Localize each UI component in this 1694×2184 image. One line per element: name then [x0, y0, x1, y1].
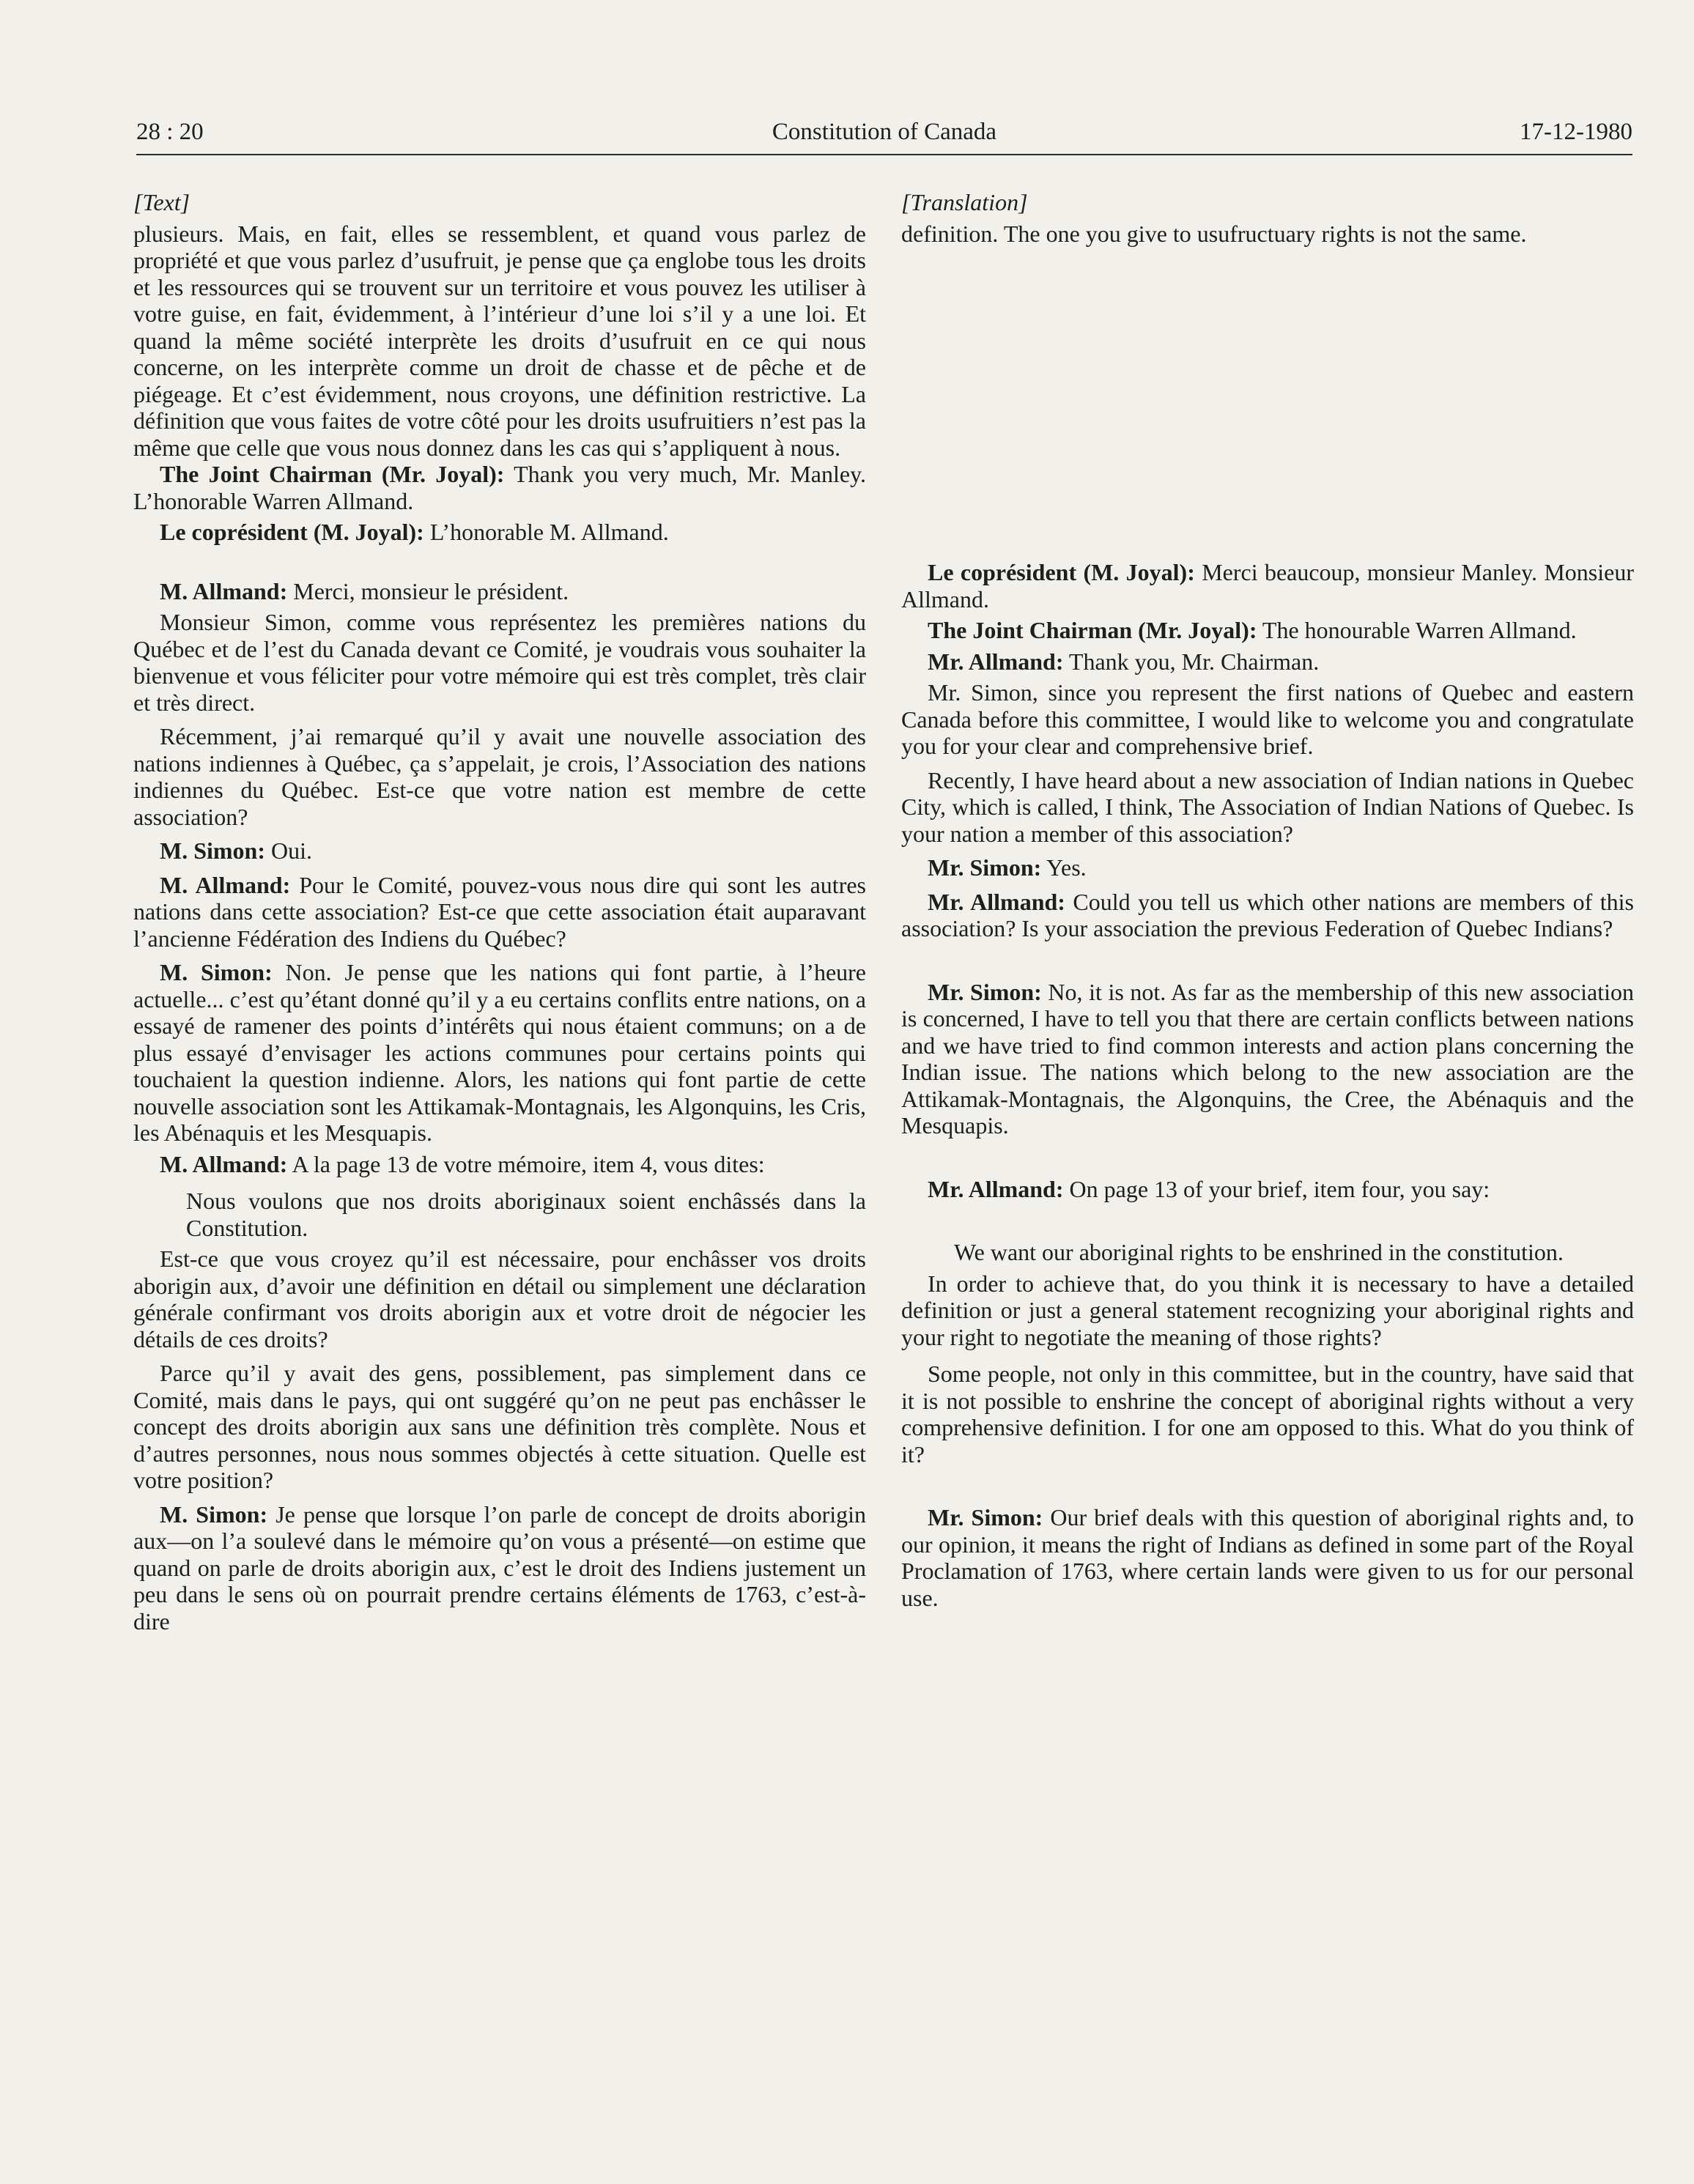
paragraph: Recently, I have heard about a new association of Indian nations in Quebec City, which is called, I think, The Association of Indian Nations of Quebec. Is your nation a member of this association?: [901, 766, 1634, 847]
paragraph: Some people, not only in this committee, but in the country, have said that it is not possible to enshrine the concept of aboriginal rights without a very comprehensive definition. I for one am opposed to this. What do you think of it?: [901, 1361, 1634, 1467]
paragraph: Est-ce que vous croyez qu’il est nécessaire, pour enchâsser vos droits aborigin aux, d’avoir une définition en détail ou simplement une déclaration générale confirmant vos droits aborigin aux et votre droit de négocier les détails de ces droits?: [133, 1245, 866, 1352]
speaker-paragraph: Mr. Simon: Yes.: [928, 854, 1087, 881]
speaker: Mr. Allmand:: [928, 888, 1065, 915]
block-quote: Nous voulons que nos droits aboriginaux soient enchâssés dans la Constitution.: [186, 1188, 866, 1241]
speaker: The Joint Chairman (Mr. Joyal):: [928, 617, 1257, 643]
speaker-paragraph: M. Simon: Non. Je pense que les nations qui font partie, à l’heure actuelle... c’est qu’étant donné qu’il y a eu certains conflits entre nations, on a essayé de ramener des points d’intérêts qui nous étaient communs; on a de plus essayé d’envisager les actions communes pour certains points qui touchaient la question indienne. Alors, les nations qui font partie de cette nouvelle association sont les Attikamak-Montagnais, les Algonquins, les Cris, les Abénaquis et les Mesquapis.: [133, 959, 867, 1146]
paragraph: Récemment, j’ai remarqué qu’il y avait une nouvelle association des nations indiennes à Québec, ça s’appelait, je crois, l’Association des nations indiennes du Québec. Est-ce que votre nation est membre de cette association?: [133, 723, 866, 830]
speaker: M. Simon:: [160, 837, 265, 864]
paragraph: Monsieur Simon, comme vous représentez les premières nations du Québec et de l’est du Canada devant ce Comité, je voudrais vous souhaiter la bienvenue et vous féliciter pour votre mémoire qui est très complet, très clair et très direct.: [133, 609, 866, 716]
speaker-paragraph: Le coprésident (M. Joyal): L’honorable M. Allmand.: [160, 519, 669, 545]
speaker-paragraph: M. Allmand: Pour le Comité, pouvez-vous nous dire qui sont les autres nations dans cette association? Est-ce que cette association était auparavant l’ancienne Fédération des Indiens du Québec?: [133, 871, 867, 952]
speaker: Mr. Simon:: [928, 1504, 1043, 1530]
speaker: M. Allmand:: [160, 871, 291, 898]
speaker-paragraph: The Joint Chairman (Mr. Joyal): The honourable Warren Allmand.: [928, 617, 1577, 643]
speaker-paragraph: Mr. Simon: No, it is not. As far as the membership of this new association is concerned, I have to tell you that there are certain conflicts between nations and we have tried to find common interests and action plans concerning the Indian issue. The nations which belong to the new association are the Attikamak-Montagnais, the Algonquins, the Cree, the Abénaquis and the Mesquapis.: [901, 978, 1635, 1139]
speaker-paragraph: Mr. Allmand: Thank you, Mr. Chairman.: [928, 648, 1320, 675]
header-rule: [136, 154, 1632, 155]
block-quote: We want our aboriginal rights to be enshrined in the constitution.: [954, 1239, 1564, 1265]
header-date: 17-12-1980: [1520, 119, 1632, 145]
speaker-paragraph: The Joint Chairman (Mr. Joyal): Thank you very much, Mr. Manley. L’honorable Warren Allmand.: [133, 461, 867, 514]
speaker: The Joint Chairman (Mr. Joyal):: [160, 461, 505, 487]
speaker: Mr. Allmand:: [928, 648, 1064, 675]
speaker-paragraph: Le coprésident (M. Joyal): Merci beaucoup, monsieur Manley. Monsieur Allmand.: [901, 559, 1634, 612]
speaker: M. Simon:: [160, 1500, 268, 1528]
speaker: M. Allmand:: [160, 577, 288, 604]
paragraph: In order to achieve that, do you think it is necessary to have a detailed definition or just a general statement recognizing your aboriginal rights and your right to negotiate the meaning of those rights?: [901, 1270, 1634, 1350]
english-column: [901, 189, 1634, 1611]
speaker: M. Simon:: [160, 959, 273, 985]
paragraph: Mr. Simon, since you represent the first nations of Quebec and eastern Canada before this committee, I would like to welcome you and congratulate you for your clear and comprehensive brief.: [901, 679, 1634, 759]
french-column: [133, 189, 866, 1635]
speaker-paragraph: M. Simon: Oui.: [160, 837, 312, 864]
speaker: Mr. Allmand:: [928, 1175, 1064, 1202]
paragraph: plusieurs. Mais, en fait, elles se ressemblent, et quand vous parlez de propriété et que vous parlez d’usufruit, je pense que ça englobe tous les droits et les ressources qui se trouvent sur un territoire et vous pouvez les utiliser à votre guise, en fait, évidemment, à l’intérieur d’une loi s’il y a une loi. Et quand la même société interprète les droits d’usufruit en ce qui nous concerne, on les interprète comme un droit de chasse et de pêche et de piégeage. Et c’est évidemment, nous croyons, une définition restrictive. La définition que vous faites de votre côté pour les droits usufruitiers n’est pas la même que celle que vous nous donnez dans les cas qui s’appliquent à nous.: [133, 220, 866, 461]
speaker-paragraph: M. Simon: Je pense que lorsque l’on parle de concept de droits aborigin aux—on l’a soulevé dans le mémoire qu’on vous a présenté—on estime que quand on parle de droits aborigin aux, c’est le droit des Indiens justement un peu dans le sens où on pourrait prendre certains éléments de 1763, c’est-à-dire: [133, 1500, 867, 1635]
translation-tag: [Translation]: [901, 189, 1028, 215]
text-tag: [Text]: [133, 189, 191, 215]
speaker: Mr. Simon:: [928, 854, 1042, 881]
speaker: Le coprésident (M. Joyal):: [928, 559, 1195, 585]
page-number: 28 : 20: [136, 119, 204, 145]
speaker-paragraph: Mr. Allmand: On page 13 of your brief, item four, you say:: [928, 1175, 1490, 1202]
speaker: Le coprésident (M. Joyal):: [160, 519, 424, 545]
paragraph: definition. The one you give to usufructuary rights is not the same.: [901, 220, 1527, 247]
running-header: [136, 119, 1632, 155]
speaker-paragraph: Mr. Allmand: Could you tell us which other nations are members of this association? Is your association the previous Federation of Quebec Indians?: [901, 888, 1635, 941]
speaker-paragraph: Mr. Simon: Our brief deals with this question of aboriginal rights and, to our opinion, it means the right of Indians as defined in some part of the Royal Proclamation of 1763, where certain lands were given to us for our personal use.: [901, 1504, 1635, 1611]
speaker: M. Allmand:: [160, 1150, 288, 1177]
paragraph: Parce qu’il y avait des gens, possiblement, pas simplement dans ce Comité, mais dans le pays, qui ont suggéré qu’on ne peut pas enchâsser le concept des droits aborigin aux sans une définition très complète. Nous et d’autres personnes, nous nous sommes objectés à cette situation. Quelle est votre position?: [133, 1360, 866, 1493]
publication-title: Constitution of Canada: [772, 119, 997, 145]
speaker: Mr. Simon:: [928, 978, 1042, 1005]
speaker-paragraph: M. Allmand: Merci, monsieur le président.: [160, 577, 569, 604]
speaker-paragraph: M. Allmand: A la page 13 de votre mémoire, item 4, vous dites:: [160, 1150, 765, 1177]
